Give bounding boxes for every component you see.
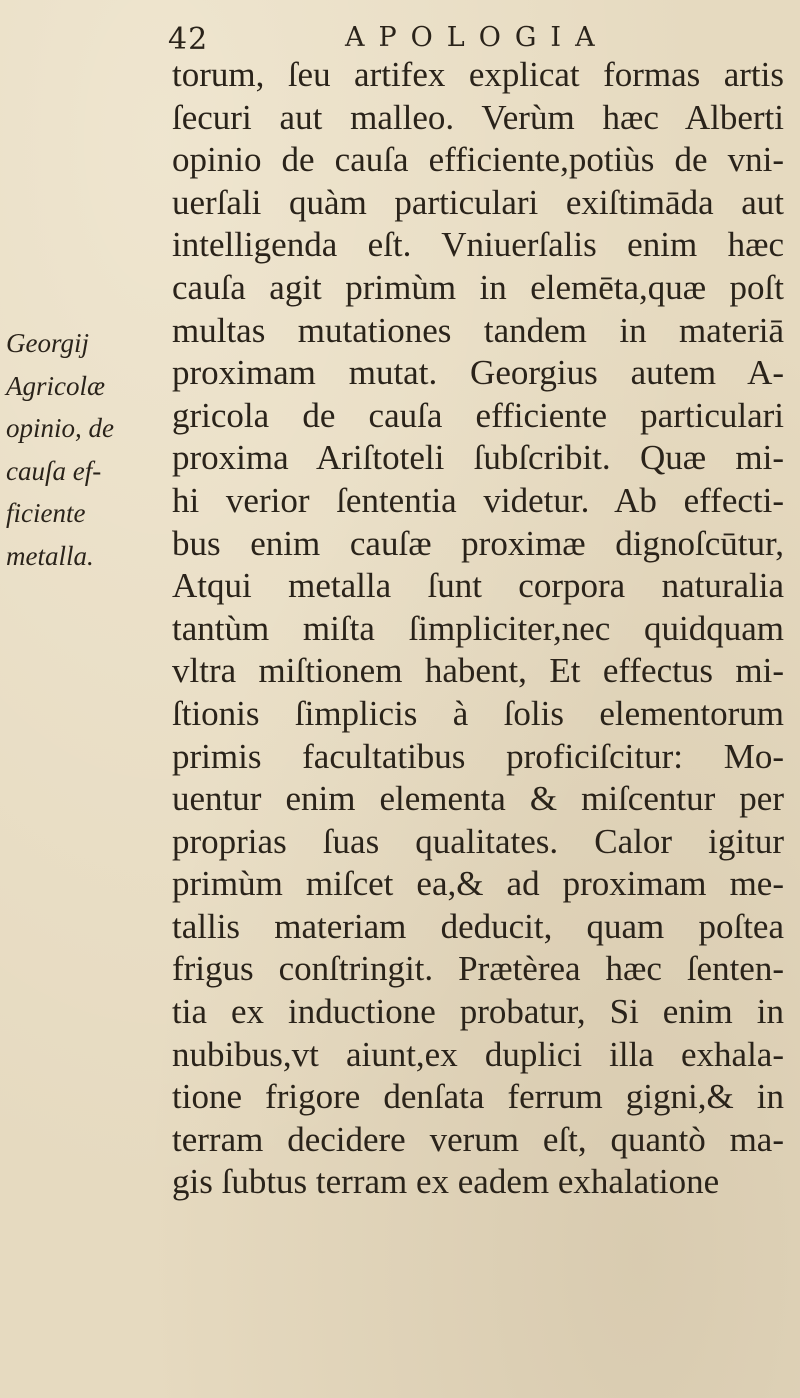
- text-line: gis ſubtus terram ex eadem exhalatione: [172, 1162, 720, 1202]
- text-line: primis facultatibus proficiſcitur: Mo-: [172, 736, 784, 776]
- text-line: tione frigore denſata ferrum gigni,& in: [172, 1077, 784, 1117]
- page-header: [0, 18, 800, 58]
- text-line: bus enim cauſæ proximæ dignoſcūtur,: [172, 523, 784, 563]
- text-line: opinio de cauſa efficiente,potiùs de vni-: [172, 140, 784, 180]
- text-line: proxima Ariſtoteli ſubſcribit. Quæ mi-: [172, 438, 784, 478]
- marginal-note-line: opinio, de: [6, 413, 114, 444]
- text-line: gricola de cauſa efficiente particulari: [172, 395, 784, 435]
- text-line: uerſali quàm particulari exiſtimāda aut: [172, 182, 784, 222]
- text-line: proximam mutat. Georgius autem A-: [172, 353, 784, 393]
- text-line: torum, ſeu artifex explicat formas artis: [172, 55, 784, 94]
- text-line: uentur enim elementa & miſcentur per: [172, 779, 784, 819]
- page-number: 42: [168, 22, 209, 57]
- text-line: tia ex inductione probatur, Si enim in: [172, 992, 784, 1032]
- text-line: nubibus,vt aiunt,ex duplici illa exhala-: [172, 1034, 784, 1074]
- text-line: tallis materiam deducit, quam poſtea: [172, 906, 784, 946]
- marginal-note-line: Georgij: [6, 328, 89, 358]
- marginal-note-line: cauſa ef-: [6, 455, 102, 486]
- marginal-note: [6, 322, 166, 578]
- text-line: terram decidere verum eſt, quantò ma-: [172, 1119, 784, 1159]
- text-line: Atqui metalla ſunt corpora naturalia: [172, 566, 784, 606]
- text-line: cauſa agit primùm in elemēta,quæ poſt: [172, 267, 784, 307]
- text-line: frigus conſtringit. Prætèrea hæc ſenten-: [172, 949, 784, 989]
- text-line: vltra miſtionem habent, Et effectus mi-: [172, 651, 784, 691]
- text-line: hi verior ſententia videtur. Ab effecti-: [172, 480, 784, 520]
- text-line: ſtionis ſimplicis à ſolis elementorum: [172, 693, 784, 733]
- text-line: proprias ſuas qualitates. Calor igitur: [172, 821, 784, 861]
- body-text: [172, 54, 784, 1204]
- text-line: tantùm miſta ſimpliciter,nec quidquam: [172, 608, 784, 648]
- text-line: primùm miſcet ea,& ad proximam me-: [172, 864, 784, 904]
- text-line: multas mutationes tandem in materiā: [172, 310, 784, 350]
- marginal-note-line: ficiente: [6, 498, 86, 529]
- marginal-note-line: metalla.: [6, 540, 94, 571]
- marginal-note-line: Agricolæ: [6, 370, 105, 401]
- text-line: ſecuri aut malleo. Verùm hæc Alberti: [172, 97, 784, 137]
- running-title: APOLOGIA: [345, 22, 609, 53]
- text-line: intelligenda eſt. Vniuerſalis enim hæc: [172, 225, 784, 265]
